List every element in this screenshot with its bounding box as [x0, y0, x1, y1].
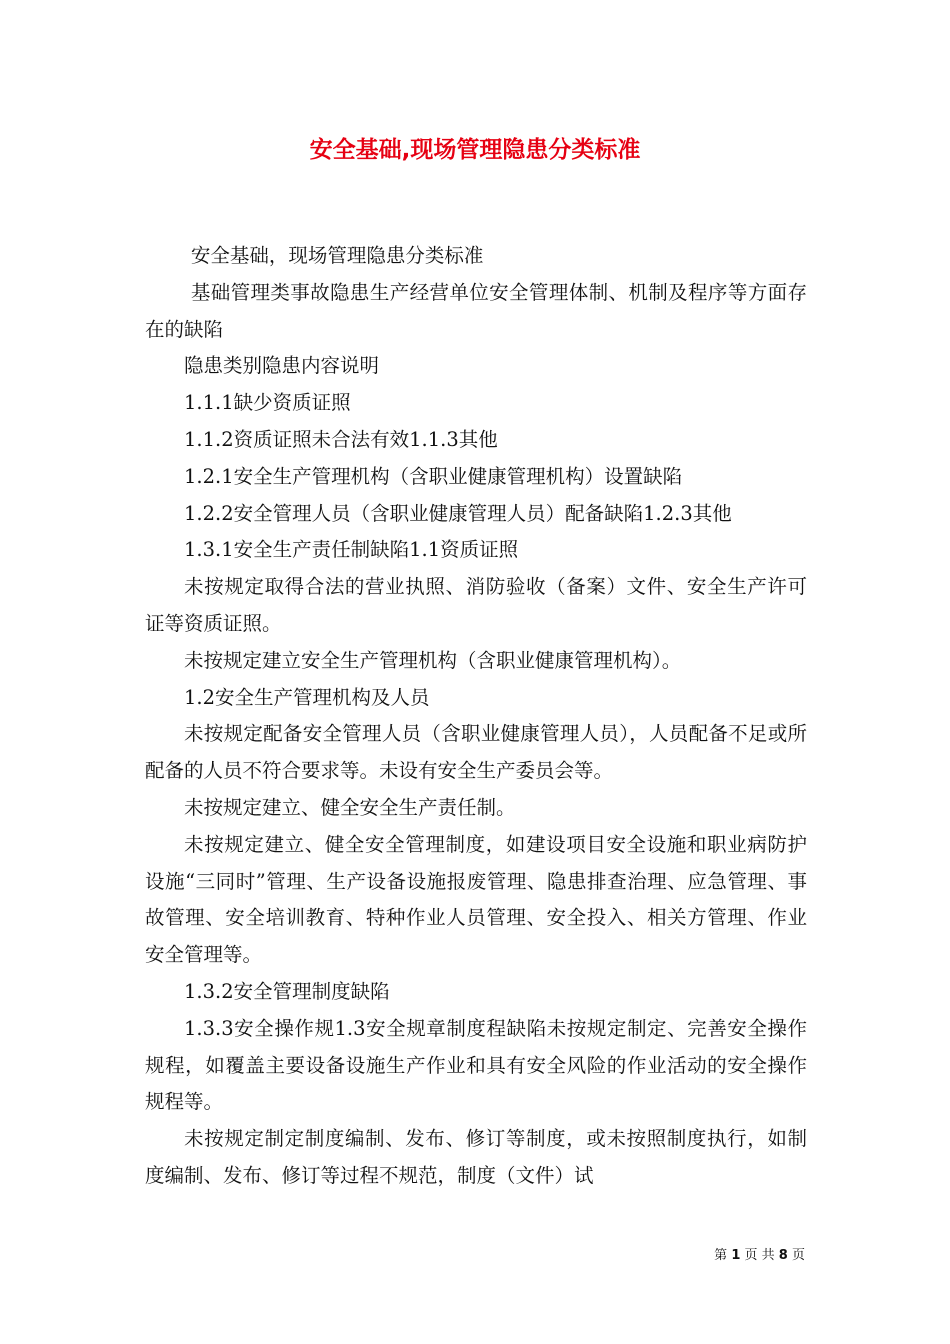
paragraph-13: 未按规定建立、健全安全生产责任制。 [184, 795, 516, 819]
paragraph-4: 1.1.1缺少资质证照 [184, 391, 351, 415]
current-page-number: 1 [731, 1248, 741, 1263]
footer-middle: 页 共 [744, 1248, 775, 1263]
paragraph-10: 未按规定建立安全生产管理机构（含职业健康管理机构）。 [184, 648, 682, 672]
page-number-footer [714, 1247, 805, 1265]
paragraph-15: 1.3.2安全管理制度缺陷 [184, 979, 390, 1003]
paragraph-6: 1.2.1安全生产管理机构（含职业健康管理机构）设置缺陷 [184, 464, 683, 488]
paragraph-11: 1.2安全生产管理机构及人员 [184, 685, 430, 709]
paragraph-14: 未按规定建立、健全安全管理制度，如建设项目安全设施和职业病防护设施“三同时”管理、生产设备设施报废管理、隐患排查治理、应急管理、事故管理、安全培训教育、特种作业人员管理、安全投入、相关方管理、作业安全管理等。 [145, 832, 807, 967]
document-body [145, 238, 807, 1195]
paragraph-3: 隐患类别隐患内容说明 [184, 354, 380, 378]
paragraph-16: 1.3.3安全操作规1.3安全规章制度程缺陷未按规定制定、完善安全操作规程，如覆盖主要设备设施生产作业和具有安全风险的作业活动的安全操作规程等。 [145, 1016, 807, 1114]
paragraph-12: 未按规定配备安全管理人员（含职业健康管理人员），人员配备不足或所配备的人员不符合要求等。未设有安全生产委员会等。 [145, 722, 807, 783]
paragraph-5: 1.1.2资质证照未合法有效1.1.3其他 [184, 427, 498, 451]
paragraph-9: 未按规定取得合法的营业执照、消防验收（备案）文件、安全生产许可证等资质证照。 [145, 575, 807, 635]
footer-prefix: 第 [714, 1248, 728, 1263]
document-title: 安全基础,现场管理隐患分类标准 [309, 137, 641, 163]
paragraph-17: 未按规定制定制度编制、发布、修订等制度，或未按照制度执行，如制度编制、发布、修订等过程不规范，制度（文件）试 [145, 1127, 807, 1187]
paragraph-8: 1.3.1安全生产责任制缺陷1.1资质证照 [184, 538, 519, 562]
paragraph-7: 1.2.2安全管理人员（含职业健康管理人员）配备缺陷1.2.3其他 [184, 501, 732, 525]
paragraph-2: 基础管理类事故隐患生产经营单位安全管理体制、机制及程序等方面存在的缺陷 [145, 280, 807, 341]
paragraph-1: 安全基础，现场管理隐患分类标准 [190, 244, 484, 267]
total-page-count: 8 [778, 1248, 788, 1263]
footer-suffix: 页 [791, 1248, 805, 1263]
